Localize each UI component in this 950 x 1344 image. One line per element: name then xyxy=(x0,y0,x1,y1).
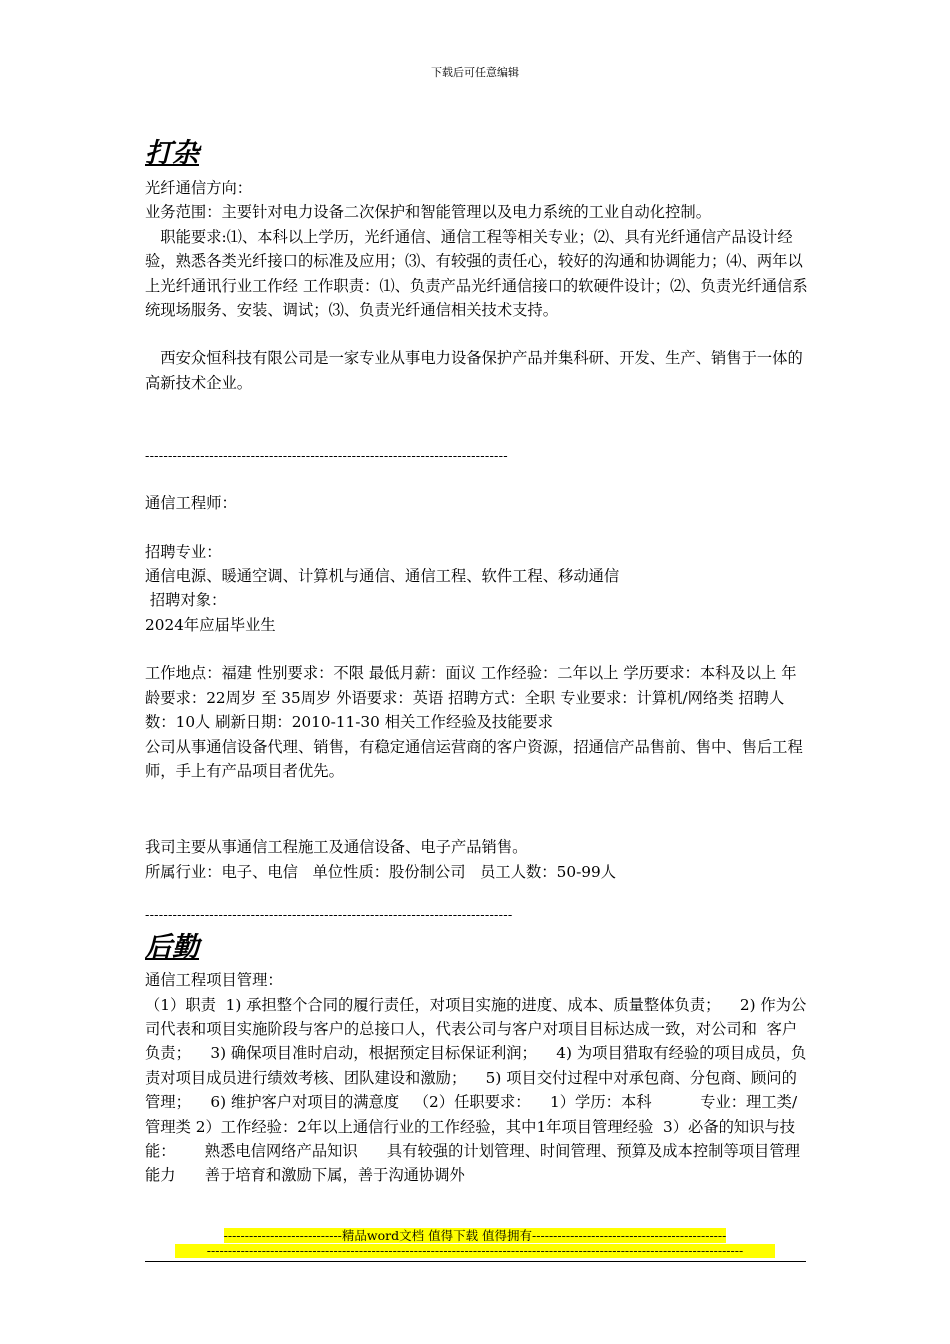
pm-content: （1）职责 1) 承担整个合同的履行责任，对项目实施的进度、成本、质量整体负责； 2) 作为公司代表和项目实施阶段与客户的总接口人，代表公司与客户对项目目标达成一致，对公司和 客户负责； 3) 确保项目准时启动，根据预定目标保证利润； 4) 为项目猎取有经验的项目成员，负责对项目成员进行绩效考核、团队建设和激励； 5) 项目交付过程中对承包商、分包商、顾问的管理； 6) 维护客户对项目的满意度 （2）任职要求： 1）学历：本科 专业：理工类/管理类 2）工作经验：2年以上通信行业的工作经验，其中1年项目管理经验 3）必备的知识与技能： 熟悉电信网络产品知识 具有较强的计划管理、时间管理、预算及成本控制等项目管理能力 善于培育和激励下属，善于沟通协调外 xyxy=(145,995,807,1185)
direction-line: 光纤通信方向： xyxy=(145,179,253,197)
footer-line-2: ------------------------------------------------------------------------------------------------------------------------------- xyxy=(175,1244,775,1259)
major-label: 招聘专业： xyxy=(145,542,222,561)
target-label: 招聘对象： xyxy=(145,591,227,610)
job-details: 工作地点：福建 性别要求：不限 最低月薪：面议 工作经验：二年以上 学历要求：本科及以上 年龄要求：22周岁 至 35周岁 外语要求：英语 招聘方式：全职 专业要求：计算机/网络类 招聘人数：10人 刷新日期：2010-11-30 相关工作经验及技能要求 xyxy=(145,664,797,732)
company-intro: 西安众恒科技有限公司是一家专业从事电力设备保护产品并集科研、开发、生产、销售于一体的高新技术企业。 xyxy=(145,349,803,392)
footer-line-1: ----------------------------精品word文档 值得下载 值得拥有---------------------------------------------- xyxy=(223,1228,727,1243)
major-list: 通信电源、暖通空调、计算机与通信、通信工程、软件工程、移动通信 xyxy=(145,567,620,586)
section-heading-odd-jobs: 打杂 xyxy=(145,138,199,169)
job-requirements: 职能要求:⑴、本科以上学历，光纤通信、通信工程等相关专业；⑵、具有光纤通信产品设计经验，熟悉各类光纤接口的标准及应用；⑶、有较强的责任心，较好的沟通和协调能力；⑷、两年以上光纤通讯行业工作经 工作职责：⑴、负责产品光纤通信接口的软硬件设计；⑵、负责光纤通信系统现场服务、安装、调试；⑶、负责光纤通信相关技术支持。 xyxy=(145,227,808,320)
job-title: 通信工程师： xyxy=(145,494,237,513)
page-footer xyxy=(175,1229,775,1262)
company-description: 公司从事通信设备代理、销售，有稳定通信运营商的客户资源，招通信产品售前、售中、售后工程师，手上有产品项目者优先。 xyxy=(145,737,803,780)
company-industry: 所属行业：电子、电信 单位性质：股份制公司 员工人数：50-99人 xyxy=(145,862,616,881)
separator-line-2: -------------------------------------------------------------------------------- xyxy=(145,908,513,924)
document-body xyxy=(145,130,810,1188)
separator-line: ------------------------------------------------------------------------------- xyxy=(145,449,508,465)
company-business: 我司主要从事通信工程施工及通信设备、电子产品销售。 xyxy=(145,838,528,857)
footer-rule xyxy=(145,1261,806,1262)
section-heading-logistics: 后勤 xyxy=(145,932,199,964)
page-header: 下载后可任意编辑 xyxy=(431,66,519,79)
business-scope: 业务范围：主要针对电力设备二次保护和智能管理以及电力系统的工业自动化控制。 xyxy=(145,203,711,222)
pm-title: 通信工程项目管理： xyxy=(145,971,283,990)
target-value: 2024年应届毕业生 xyxy=(145,615,276,634)
